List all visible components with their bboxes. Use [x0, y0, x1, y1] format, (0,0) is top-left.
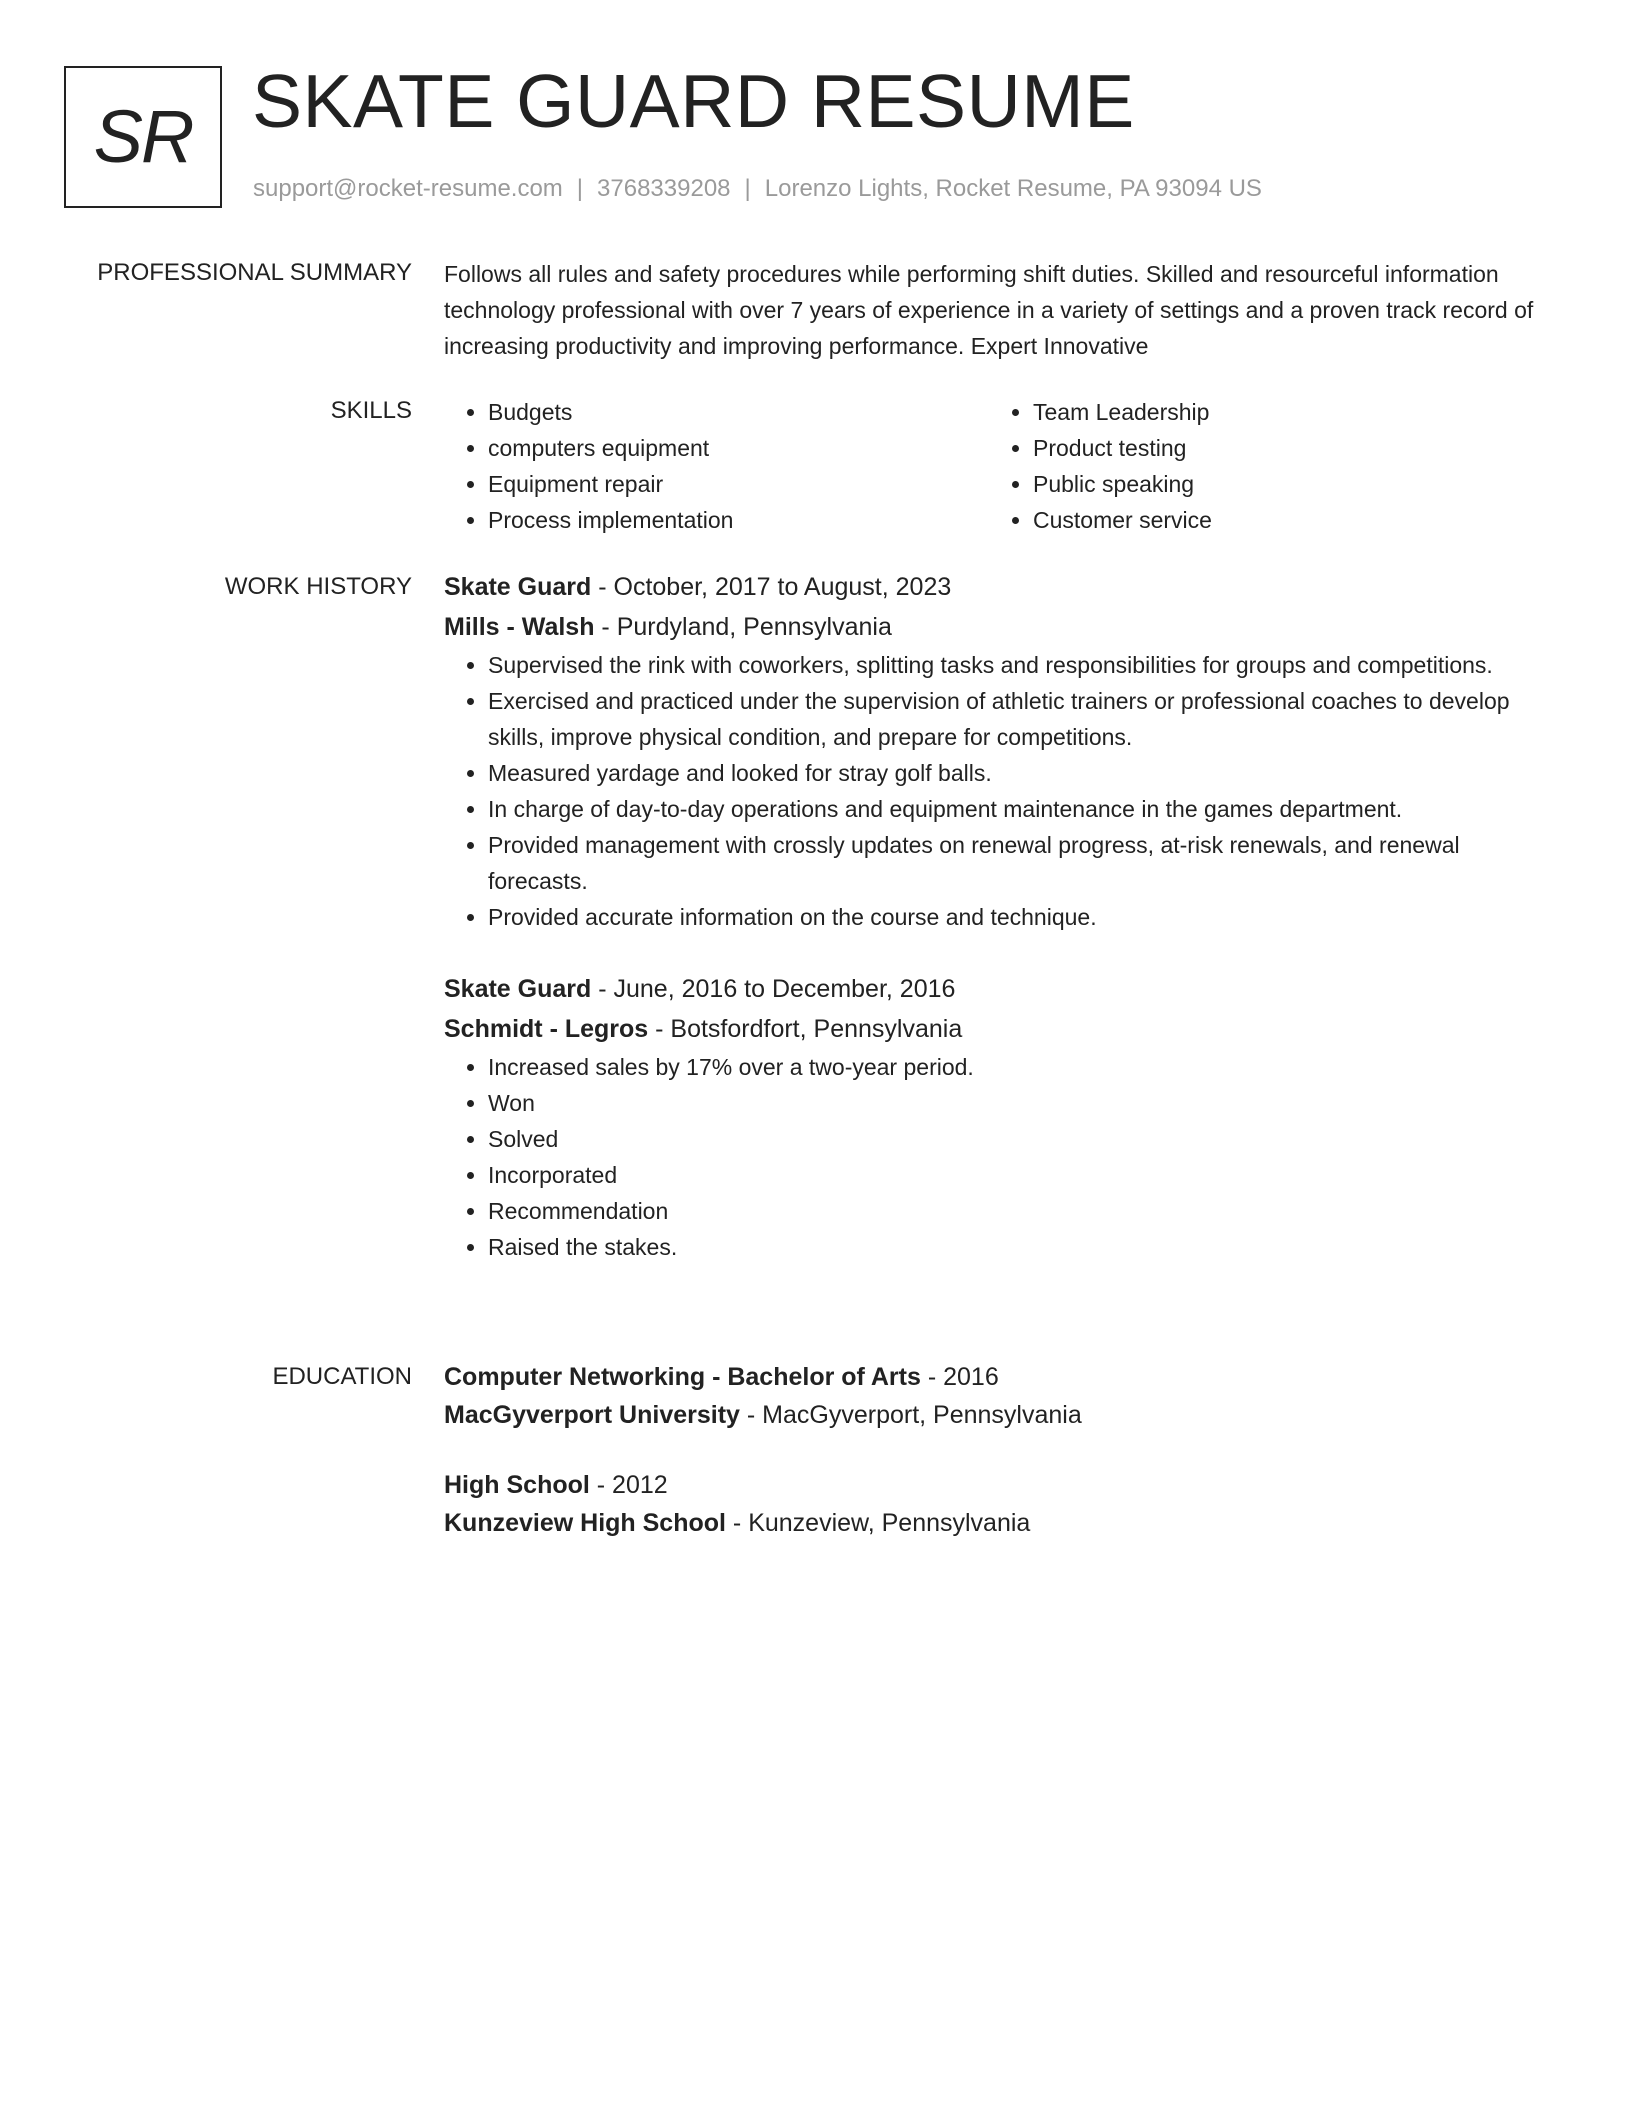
job-duty: • Raised the stakes.: [488, 1229, 1544, 1265]
skill-item: • computers equipment: [488, 430, 989, 466]
section-work-history: [444, 567, 1544, 1265]
skill-item: • Process implementation: [488, 502, 989, 538]
job-title: Skate Guard: [444, 573, 592, 601]
education-degree: High School: [444, 1471, 590, 1499]
job-duty: • Increased sales by 17% over a two-year period.: [488, 1049, 1544, 1085]
education-school-line: [444, 1504, 1544, 1542]
skill-item: • Team Leadership: [1033, 394, 1534, 430]
education-year: - 2016: [920, 1363, 999, 1391]
section-summary: [444, 256, 1544, 364]
skill-item: • Customer service: [1033, 502, 1534, 538]
job-duty: • Provided accurate information on the course and technique.: [488, 899, 1544, 935]
contact-phone: 3768339208: [597, 175, 731, 202]
resume-title: SKATE GUARD RESUME: [252, 59, 1135, 143]
skills-column-right: [989, 394, 1534, 538]
skill-item: • Budgets: [488, 394, 989, 430]
job-duties: [444, 647, 1544, 935]
job-duty: • Measured yardage and looked for stray golf balls.: [488, 755, 1544, 791]
job-duty: • Exercised and practiced under the supervision of athletic trainers or professional coaches to develop skills, improve physical condition, and prepare for competitions.: [488, 683, 1544, 755]
job-company: Schmidt - Legros: [444, 1015, 649, 1043]
skill-item: • Public speaking: [1033, 466, 1534, 502]
education-entry: [444, 1358, 1544, 1434]
skills-column-left: [444, 394, 989, 538]
skill-item: • Equipment repair: [488, 466, 989, 502]
summary-text: Follows all rules and safety procedures while performing shift duties. Skilled and resourceful information technology professional with over 7 years of experience in a variety of settings and a proven track record of increasing productivity and improving performance. Expert Innovative: [444, 261, 1534, 359]
education-year: - 2012: [589, 1471, 668, 1499]
section-label-education: EDUCATION: [272, 1363, 412, 1390]
job-duties: [444, 1049, 1544, 1265]
monogram-badge: [64, 66, 222, 208]
education-location: - MacGyverport, Pennsylvania: [739, 1401, 1082, 1429]
job-duty: • In charge of day-to-day operations and equipment maintenance in the games department.: [488, 791, 1544, 827]
contact-separator: |: [576, 175, 584, 202]
section-label-summary: PROFESSIONAL SUMMARY: [97, 259, 412, 286]
section-skills: [444, 394, 1544, 538]
section-education: [444, 1358, 1544, 1542]
job-title: Skate Guard: [444, 975, 592, 1003]
education-degree-line: [444, 1358, 1544, 1396]
education-school: Kunzeview High School: [444, 1509, 726, 1537]
job-entry: [444, 969, 1544, 1265]
job-duty: • Incorporated: [488, 1157, 1544, 1193]
job-entry: [444, 567, 1544, 935]
job-title-line: [444, 969, 1544, 1009]
job-company-line: [444, 1009, 1544, 1049]
job-dates: - October, 2017 to August, 2023: [591, 573, 952, 601]
skill-item: • Product testing: [1033, 430, 1534, 466]
job-location: - Purdyland, Pennsylvania: [594, 613, 892, 641]
job-duty: • Solved: [488, 1121, 1544, 1157]
contact-line: [253, 172, 1262, 206]
job-company-line: [444, 607, 1544, 647]
section-label-skills: SKILLS: [330, 397, 412, 424]
skills-columns: [444, 394, 1544, 538]
section-label-work-history: WORK HISTORY: [224, 573, 412, 600]
education-entry: [444, 1466, 1544, 1542]
job-dates: - June, 2016 to December, 2016: [591, 975, 956, 1003]
job-duty: • Won: [488, 1085, 1544, 1121]
education-school: MacGyverport University: [444, 1401, 740, 1429]
job-duty: • Supervised the rink with coworkers, splitting tasks and responsibilities for groups and competitions.: [488, 647, 1544, 683]
education-school-line: [444, 1396, 1544, 1434]
job-company: Mills - Walsh: [444, 613, 595, 641]
contact-email: support@rocket-resume.com: [253, 175, 563, 202]
contact-separator: |: [744, 175, 751, 202]
education-location: - Kunzeview, Pennsylvania: [725, 1509, 1031, 1537]
education-degree: Computer Networking - Bachelor of Arts: [444, 1363, 921, 1391]
job-title-line: [444, 567, 1544, 607]
job-duty: • Recommendation: [488, 1193, 1544, 1229]
monogram-initials: SR: [93, 95, 193, 178]
job-location: - Botsfordfort, Pennsylvania: [648, 1015, 963, 1043]
education-degree-line: [444, 1466, 1544, 1504]
contact-address: Lorenzo Lights, Rocket Resume, PA 93094 US: [764, 175, 1262, 202]
job-duty: • Provided management with crossly updates on renewal progress, at-risk renewals, and renewal forecasts.: [488, 827, 1544, 899]
